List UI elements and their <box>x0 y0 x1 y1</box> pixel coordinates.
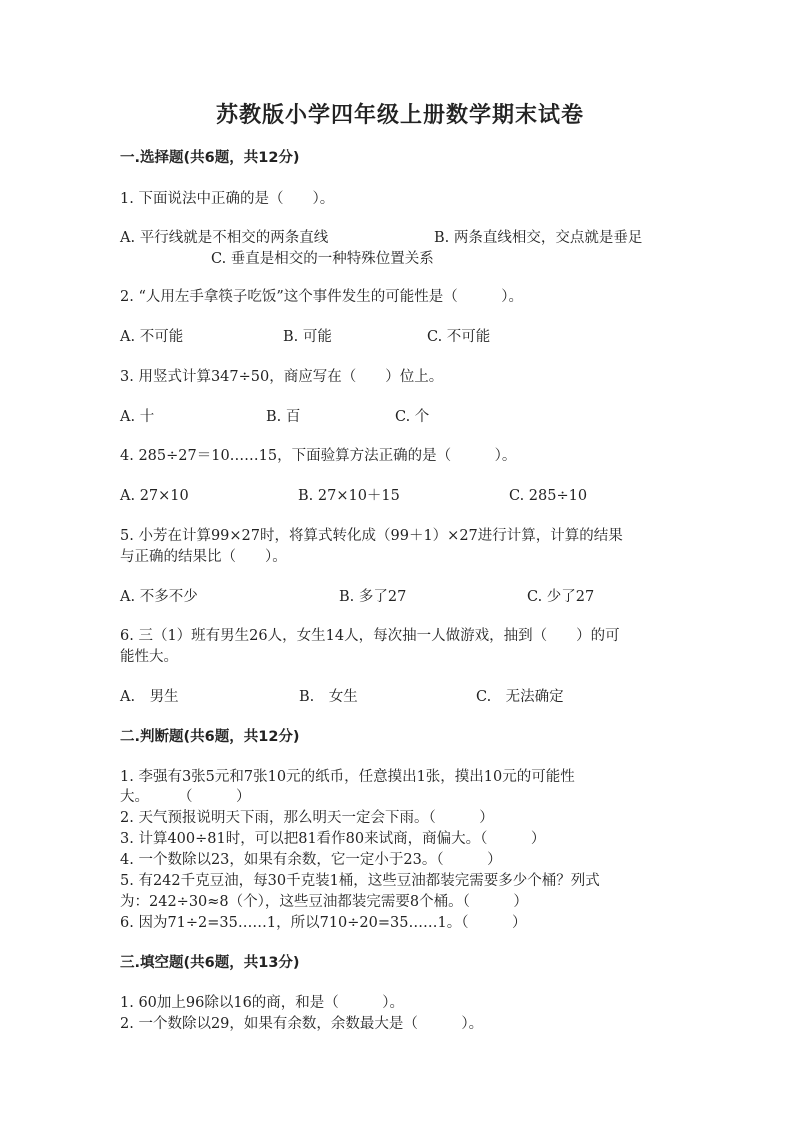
option-a: A. 不多不少 <box>120 589 198 605</box>
option-c: C. 垂直是相交的一种特殊位置关系 <box>211 251 434 267</box>
option-c: C. 少了27 <box>527 589 595 605</box>
section-heading-choice: 一.选择题(共6题，共12分) <box>120 150 300 166</box>
option-b: B. 女生 <box>299 689 358 705</box>
fill-blank-line: 1. 60加上96除以16的商，和是（ ）。 <box>120 995 405 1011</box>
section-heading-fill-blank: 三.填空题(共6题，共13分) <box>120 955 300 971</box>
judgement-line: 1. 李强有3张5元和7张10元的纸币，任意摸出1张，摸出10元的可能性 <box>120 769 575 785</box>
option-a: A. 男生 <box>120 689 179 705</box>
judgement-line: 2. 天气预报说明天下雨，那么明天一定会下雨。（ ） <box>120 810 494 826</box>
judgement-line: 大。 （ ） <box>120 789 251 805</box>
question-stem-line: 6. 三（1）班有男生26人，女生14人，每次抽一人做游戏，抽到（ ）的可 <box>120 628 620 644</box>
judgement-line: 5. 有242千克豆油，每30千克装1桶，这些豆油都装完需要多少个桶？列式 <box>120 873 600 889</box>
option-a: A. 平行线就是不相交的两条直线 <box>120 230 329 246</box>
question-stem-line: 5. 小芳在计算99×27时，将算式转化成（99＋1）×27进行计算，计算的结果 <box>120 528 623 544</box>
option-a: A. 不可能 <box>120 329 184 345</box>
question-stem-line: 能性大。 <box>120 649 178 665</box>
option-b: B. 两条直线相交，交点就是垂足 <box>434 230 643 246</box>
question-stem: 1. 下面说法中正确的是（ ）。 <box>120 191 335 207</box>
option-a: A. 27×10 <box>120 488 189 504</box>
fill-blank-line: 2. 一个数除以29，如果有余数，余数最大是（ ）。 <box>120 1016 484 1032</box>
option-b: B. 百 <box>266 409 301 425</box>
option-c: C. 不可能 <box>427 329 491 345</box>
option-a: A. 十 <box>120 409 155 425</box>
page-title: 苏教版小学四年级上册数学期末试卷 <box>215 102 584 128</box>
question-stem: 3. 用竖式计算347÷50，商应写在（ ）位上。 <box>120 369 444 385</box>
judgement-line: 4. 一个数除以23，如果有余数，它一定小于23。（ ） <box>120 852 502 868</box>
judgement-line: 6. 因为71÷2=35……1，所以710÷20=35……1。（ ） <box>120 915 527 931</box>
option-b: B. 多了27 <box>339 589 407 605</box>
section-heading-judgement: 二.判断题(共6题，共12分) <box>120 729 300 745</box>
option-c: C. 个 <box>395 409 430 425</box>
option-b: B. 27×10＋15 <box>298 488 400 504</box>
question-stem: 2. “人用左手拿筷子吃饭”这个事件发生的可能性是（ ）。 <box>120 289 524 305</box>
option-c: C. 285÷10 <box>509 488 588 504</box>
question-stem: 4. 285÷27＝10……15，下面验算方法正确的是（ ）。 <box>120 448 517 464</box>
option-b: B. 可能 <box>283 329 332 345</box>
judgement-line: 3. 计算400÷81时，可以把81看作80来试商，商偏大。（ ） <box>120 831 546 847</box>
question-stem-line: 与正确的结果比（ ）。 <box>120 549 287 565</box>
judgement-line: 为：242÷30≈8（个），这些豆油都装完需要8个桶。（ ） <box>120 894 528 910</box>
option-c: C. 无法确定 <box>476 689 564 705</box>
